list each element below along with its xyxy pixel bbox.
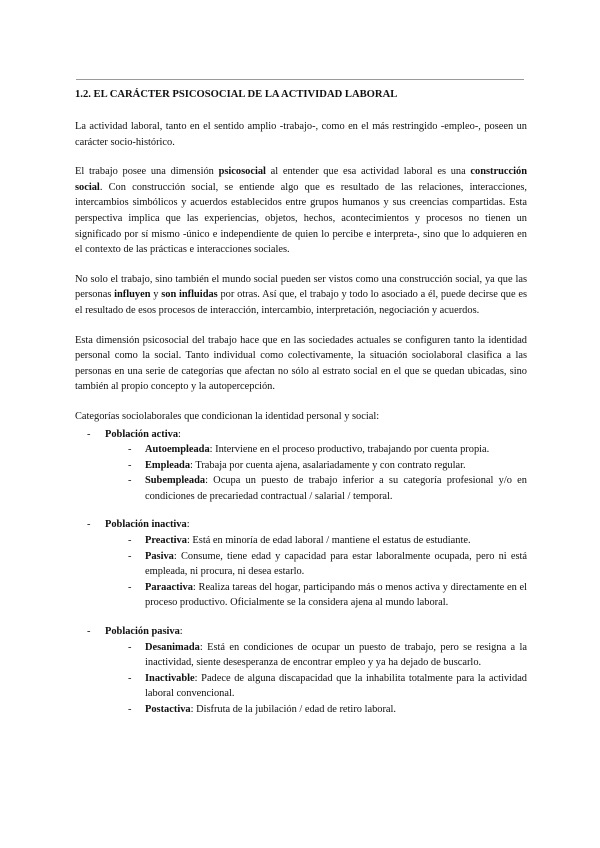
p2-text-e: . Con construcción social, se entiende algo que es resultado de las relaciones, interacciones, intercambios simbólicos y acuerdos establecidos entre grupos humanos y sus creencias compartidas. Esta perspectiva implica que las experiencias, objetos, hechos, acontecimientos y procesos no tienen un significado por sí mismo -único e independiente de quien lo percibe e interpreta-, sino que lo adquieren en el contexto de las prácticas e interacciones sociales. <box>75 181 527 256</box>
p3-bold-influidas: son influidas <box>161 289 218 301</box>
category-list <box>75 442 527 504</box>
list-item <box>75 702 527 718</box>
paragraph-1: La actividad laboral, tanto en el sentido amplio -trabajo-, como en el más restringido -empleo-, poseen un carácter socio-histórico. <box>75 121 527 148</box>
dash-bullet: - <box>87 626 91 638</box>
group-title: Población pasiva <box>105 626 180 638</box>
list-item <box>75 580 527 611</box>
dash-bullet: - <box>128 641 132 653</box>
group-pasiva <box>75 624 527 718</box>
item-text: : Está en minoría de edad laboral / mantiene el estatus de estudiante. <box>186 535 471 547</box>
group-title: Población inactiva <box>105 519 187 531</box>
dash-bullet: - <box>128 704 132 715</box>
group-heading: - Población activa: <box>75 427 527 443</box>
item-text: : Está en condiciones de ocupar un puesto de trabajo, pero se resigna a la inactividad, siente desesperanza de encontrar empleo y ya ha dejado de buscarlo. <box>145 641 527 669</box>
header-rule <box>76 79 524 80</box>
item-term: Postactiva <box>145 704 191 715</box>
section-heading: 1.2. EL CARÁCTER PSICOSOCIAL DE LA ACTIVIDAD LABORAL <box>75 89 398 100</box>
list-item <box>75 549 527 580</box>
categories-intro: Categorías sociolaborales que condicionan la identidad personal y social: <box>75 410 380 422</box>
p2-bold-psicosocial: psicosocial <box>218 166 266 178</box>
item-term: Paraactiva <box>145 581 193 593</box>
dash-bullet: - <box>128 550 132 562</box>
item-text: : Disfruta de la jubilación / edad de retiro laboral. <box>190 704 397 715</box>
list-item <box>75 671 527 702</box>
dash-bullet: - <box>128 475 132 487</box>
item-term: Pasiva <box>145 550 174 562</box>
item-term: Inactivable <box>145 672 195 684</box>
item-text: : Interviene en el proceso productivo, trabajando por cuenta propia. <box>209 444 490 456</box>
list-item <box>75 533 527 549</box>
group-heading: - Población inactiva: <box>75 517 527 533</box>
item-term: Preactiva <box>145 535 187 547</box>
p2-bold-construccion: construcción social <box>75 166 527 193</box>
p3-text-e: por otras. Así que, el trabajo y todo lo asociado a él, puede decirse que es el resultado de esos procesos de interacción, intercambio, interpretación, negociación y acuerdos. <box>75 289 528 316</box>
dash-bullet: - <box>87 428 91 440</box>
p3-bold-influyen: influyen <box>114 289 151 301</box>
document-page <box>75 88 527 731</box>
dash-bullet: - <box>128 535 132 547</box>
group-inactiva <box>75 517 527 611</box>
paragraph-4: Esta dimensión psicosocial del trabajo hace que en las sociedades actuales se configuren tanto la identidad personal como la social. Tanto individual como colectivamente, la situación sociolaboral clasifica a las personas en una serie de categorías que afectan no sólo al estrato social en el que se quedan ubicadas, sino también al propio concepto y la autopercepción. <box>75 334 527 393</box>
item-term: Desanimada <box>145 641 200 653</box>
group-heading: - Población pasiva: <box>75 624 527 640</box>
item-text: : Ocupa un puesto de trabajo inferior a su categoría profesional y/o en condiciones de precariedad contractual / salarial / temporal. <box>145 475 527 502</box>
dash-bullet: - <box>128 581 132 593</box>
item-text: : Realiza tareas del hogar, participando más o menos activa y directamente en el proceso productivo. Oficialmente se la considera ajena al mundo laboral. <box>145 581 527 609</box>
paragraph-2 <box>75 164 527 258</box>
list-item <box>75 640 527 671</box>
group-activa <box>75 427 527 505</box>
item-text: : Consume, tiene edad y capacidad para estar laboralmente ocupada, pero ni está empleada, ni procura, ni desea estarlo. <box>145 550 527 578</box>
paragraph-3 <box>75 272 527 319</box>
dash-bullet: - <box>128 672 132 684</box>
list-item <box>75 473 527 504</box>
category-list <box>75 640 527 718</box>
item-term: Empleada <box>145 459 191 471</box>
dash-bullet: - <box>87 519 91 531</box>
item-text: : Padece de alguna discapacidad que la inhabilita totalmente para la actividad laboral convencional. <box>145 672 527 700</box>
p3-text-a: No solo el trabajo, sino también el mundo social pueden ser vistos como una construcción social, ya que las personas <box>75 273 527 301</box>
p3-text-c: y <box>150 289 162 301</box>
item-text: : Trabaja por cuenta ajena, asalariadamente y con contrato regular. <box>190 459 466 471</box>
category-list <box>75 533 527 611</box>
item-term: Subempleada <box>145 475 206 487</box>
p2-text-c: al entender que esa actividad laboral es una <box>265 166 471 178</box>
group-title: Población activa <box>105 428 179 440</box>
item-term: Autoempleada <box>145 444 210 456</box>
list-item <box>75 442 527 458</box>
dash-bullet: - <box>128 444 132 456</box>
p2-text-a: El trabajo posee una dimensión <box>75 166 219 178</box>
dash-bullet: - <box>128 459 132 471</box>
list-item <box>75 458 527 474</box>
